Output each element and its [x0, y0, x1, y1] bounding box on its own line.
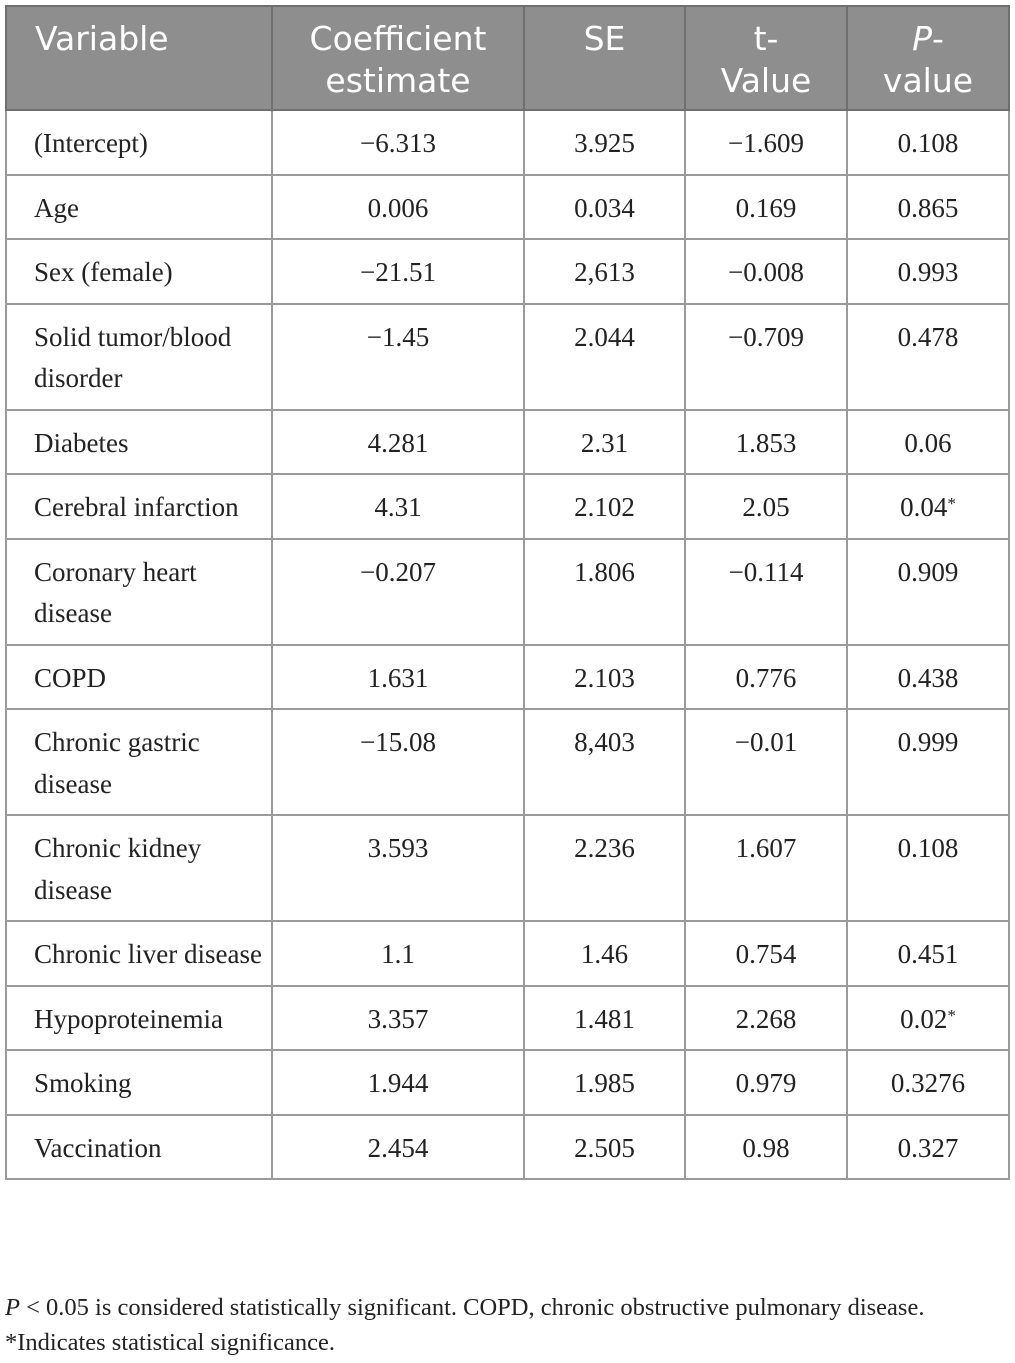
- cell-t-value-text: 1.607: [735, 833, 797, 863]
- header-se: [524, 6, 685, 110]
- cell-variable: [6, 1115, 272, 1180]
- footnote-line1-text: < 0.05 is considered statistically significant. COPD, chronic obstructive pulmonary disease.: [19, 1294, 925, 1321]
- cell-t-value: [685, 921, 847, 986]
- cell-p-value: [847, 110, 1009, 175]
- cell-t-value: [685, 175, 847, 240]
- cell-variable-text: Vaccination: [34, 1132, 162, 1163]
- cell-coefficient: [272, 645, 524, 710]
- cell-p-value-text: 0.999: [897, 727, 959, 757]
- cell-coefficient-text: 0.006: [367, 192, 429, 223]
- cell-se: [524, 239, 685, 304]
- cell-p-value-text: 0.02: [900, 1003, 948, 1034]
- cell-se: [524, 110, 685, 175]
- table-row: [6, 709, 1009, 815]
- table-row: [6, 410, 1009, 475]
- cell-se: [524, 539, 685, 645]
- cell-p-value-text: 0.993: [897, 257, 959, 287]
- cell-se-text: 2,613: [574, 257, 635, 287]
- cell-p-value-text: 0.478: [897, 321, 959, 352]
- cell-coefficient-text: −6.313: [360, 128, 436, 158]
- cell-t-value-text: 0.98: [742, 1132, 790, 1163]
- cell-variable-text: Diabetes: [34, 427, 129, 458]
- significance-mark: *: [947, 1005, 956, 1025]
- cell-variable-text: Cerebral infarction: [34, 492, 239, 522]
- cell-coefficient-text: 4.281: [367, 427, 429, 458]
- cell-se: [524, 986, 685, 1051]
- cell-coefficient-text: −1.45: [366, 321, 430, 352]
- cell-t-value: [685, 474, 847, 539]
- header-se-text: SE: [583, 19, 626, 58]
- cell-t-value-text: 0.754: [735, 939, 797, 969]
- cell-variable: [6, 986, 272, 1051]
- cell-variable-text: Sex (female): [34, 257, 173, 287]
- cell-se-text: 2.044: [574, 321, 635, 352]
- cell-t-value-text: 1.853: [735, 427, 797, 458]
- header-p-italic: P: [912, 19, 932, 58]
- cell-coefficient: [272, 709, 524, 815]
- cell-t-value: [685, 1115, 847, 1180]
- cell-coefficient-text: 1.944: [367, 1068, 429, 1098]
- cell-t-value: [685, 645, 847, 710]
- header-t-line1: t-: [753, 19, 779, 58]
- table-header: [6, 6, 1009, 110]
- cell-t-value: [685, 304, 847, 410]
- table-row: [6, 1115, 1009, 1180]
- cell-coefficient-text: −21.51: [360, 257, 436, 287]
- cell-p-value: [847, 1115, 1009, 1180]
- cell-variable: [6, 709, 272, 815]
- cell-p-value: [847, 921, 1009, 986]
- cell-t-value: [685, 110, 847, 175]
- cell-coefficient-text: −15.08: [360, 727, 436, 757]
- cell-t-value: [685, 539, 847, 645]
- cell-se-text: 2.102: [574, 492, 635, 522]
- table-row: [6, 1050, 1009, 1115]
- cell-coefficient: [272, 1115, 524, 1180]
- cell-se: [524, 410, 685, 475]
- regression-table: [5, 5, 1010, 1180]
- cell-t-value-text: −0.114: [728, 556, 804, 587]
- table-body: [6, 110, 1009, 1179]
- cell-coefficient-text: 1.1: [381, 939, 415, 969]
- cell-p-value: [847, 175, 1009, 240]
- cell-p-value-text: 0.327: [897, 1132, 959, 1163]
- header-variable: [6, 6, 272, 110]
- cell-variable: [6, 539, 272, 645]
- cell-variable-text: Chronic liver disease: [34, 939, 262, 969]
- cell-t-value-text: −1.609: [728, 128, 804, 158]
- cell-variable: [6, 474, 272, 539]
- cell-coefficient: [272, 986, 524, 1051]
- cell-coefficient: [272, 239, 524, 304]
- cell-variable: [6, 175, 272, 240]
- cell-se: [524, 1115, 685, 1180]
- cell-variable-text: Chronic gastric disease: [34, 727, 200, 799]
- header-t-value: [685, 6, 847, 110]
- cell-p-value-text: 0.909: [897, 556, 959, 587]
- footnote-significance: [5, 1290, 1015, 1325]
- cell-variable: [6, 410, 272, 475]
- cell-coefficient-text: −0.207: [360, 556, 436, 587]
- cell-se-text: 8,403: [574, 727, 635, 757]
- cell-coefficient: [272, 539, 524, 645]
- table-row: [6, 175, 1009, 240]
- cell-variable: [6, 110, 272, 175]
- table-row: [6, 921, 1009, 986]
- cell-se: [524, 921, 685, 986]
- cell-se: [524, 815, 685, 921]
- cell-t-value: [685, 1050, 847, 1115]
- cell-t-value: [685, 709, 847, 815]
- cell-p-value-text: 0.438: [897, 662, 959, 693]
- cell-t-value-text: −0.008: [728, 257, 804, 287]
- cell-p-value-text: 0.3276: [890, 1068, 966, 1098]
- cell-p-value: [847, 709, 1009, 815]
- cell-se: [524, 175, 685, 240]
- cell-coefficient: [272, 304, 524, 410]
- cell-se-text: 0.034: [574, 192, 635, 223]
- cell-se-text: 2.236: [574, 833, 635, 863]
- table-row: [6, 474, 1009, 539]
- cell-coefficient-text: 2.454: [367, 1132, 429, 1163]
- cell-coefficient: [272, 921, 524, 986]
- table-row: [6, 304, 1009, 410]
- cell-t-value-text: 0.979: [735, 1068, 797, 1098]
- footnote-asterisk: *Indicates statistical significance.: [5, 1329, 335, 1356]
- cell-t-value-text: −0.709: [728, 321, 804, 352]
- cell-p-value-text: 0.06: [904, 427, 952, 458]
- cell-coefficient: [272, 175, 524, 240]
- cell-se-text: 1.46: [580, 939, 629, 969]
- cell-coefficient-text: 4.31: [374, 492, 422, 522]
- cell-p-value-text: 0.108: [897, 128, 959, 158]
- cell-variable-text: Coronary heart disease: [34, 556, 197, 628]
- cell-variable-text: Age: [34, 192, 79, 223]
- header-variable-text: Variable: [35, 19, 169, 58]
- cell-coefficient: [272, 474, 524, 539]
- cell-p-value-text: 0.865: [897, 192, 959, 223]
- cell-variable: [6, 1050, 272, 1115]
- cell-coefficient-text: 3.593: [367, 833, 429, 863]
- table-footnote: [5, 1290, 1015, 1360]
- cell-se-text: 1.806: [574, 556, 635, 587]
- cell-variable-text: (Intercept): [34, 128, 148, 158]
- table-row: [6, 986, 1009, 1051]
- cell-coefficient-text: 3.357: [367, 1003, 429, 1034]
- regression-table-container: [5, 5, 1008, 1180]
- cell-t-value-text: −0.01: [734, 727, 798, 757]
- footnote-p-italic: P: [5, 1294, 20, 1321]
- header-coefficient-line1: Coefficient: [309, 19, 487, 58]
- cell-coefficient: [272, 815, 524, 921]
- cell-se: [524, 474, 685, 539]
- cell-t-value: [685, 239, 847, 304]
- cell-t-value-text: 0.776: [735, 662, 797, 693]
- cell-se-text: 3.925: [574, 128, 635, 158]
- cell-coefficient: [272, 410, 524, 475]
- cell-p-value: [847, 304, 1009, 410]
- cell-p-value: [847, 410, 1009, 475]
- cell-variable: [6, 304, 272, 410]
- cell-se-text: 2.103: [574, 662, 635, 693]
- cell-p-value-text: 0.108: [897, 833, 959, 863]
- cell-se-text: 2.505: [574, 1132, 635, 1163]
- cell-p-value: [847, 645, 1009, 710]
- header-coefficient: [272, 6, 524, 110]
- cell-variable-text: Chronic kidney disease: [34, 833, 202, 905]
- header-t-line2: Value: [720, 61, 812, 100]
- cell-se: [524, 304, 685, 410]
- cell-variable: [6, 921, 272, 986]
- cell-variable-text: Solid tumor/blood disorder: [34, 321, 232, 393]
- table-row: [6, 539, 1009, 645]
- header-p-line2: value: [882, 61, 974, 100]
- cell-variable: [6, 645, 272, 710]
- cell-p-value-text: 0.451: [897, 939, 959, 969]
- cell-se-text: 1.481: [574, 1003, 635, 1034]
- header-p-dash: -: [931, 19, 944, 58]
- cell-t-value-text: 2.05: [742, 492, 790, 522]
- table-row: [6, 645, 1009, 710]
- cell-se-text: 1.985: [574, 1068, 635, 1098]
- cell-p-value: [847, 815, 1009, 921]
- cell-se-text: 2.31: [580, 427, 629, 458]
- cell-coefficient: [272, 110, 524, 175]
- cell-se: [524, 1050, 685, 1115]
- cell-p-value-text: 0.04: [900, 492, 948, 522]
- cell-t-value: [685, 986, 847, 1051]
- cell-t-value-text: 2.268: [735, 1003, 797, 1034]
- cell-p-value: [847, 1050, 1009, 1115]
- cell-coefficient-text: 1.631: [367, 662, 429, 693]
- cell-variable: [6, 239, 272, 304]
- cell-t-value: [685, 410, 847, 475]
- cell-p-value: [847, 239, 1009, 304]
- cell-variable-text: Smoking: [34, 1068, 132, 1098]
- significance-mark: *: [947, 494, 956, 513]
- cell-t-value-text: 0.169: [735, 192, 797, 223]
- cell-p-value: [847, 986, 1009, 1051]
- cell-variable-text: COPD: [34, 662, 107, 693]
- table-row: [6, 110, 1009, 175]
- cell-coefficient: [272, 1050, 524, 1115]
- cell-variable-text: Hypoproteinemia: [34, 1003, 223, 1034]
- cell-se: [524, 645, 685, 710]
- cell-p-value: [847, 474, 1009, 539]
- table-row: [6, 815, 1009, 921]
- cell-se: [524, 709, 685, 815]
- table-row: [6, 239, 1009, 304]
- header-row: [6, 6, 1009, 110]
- cell-t-value: [685, 815, 847, 921]
- header-p-value: [847, 6, 1009, 110]
- cell-variable: [6, 815, 272, 921]
- header-coefficient-line2: estimate: [325, 61, 471, 100]
- cell-p-value: [847, 539, 1009, 645]
